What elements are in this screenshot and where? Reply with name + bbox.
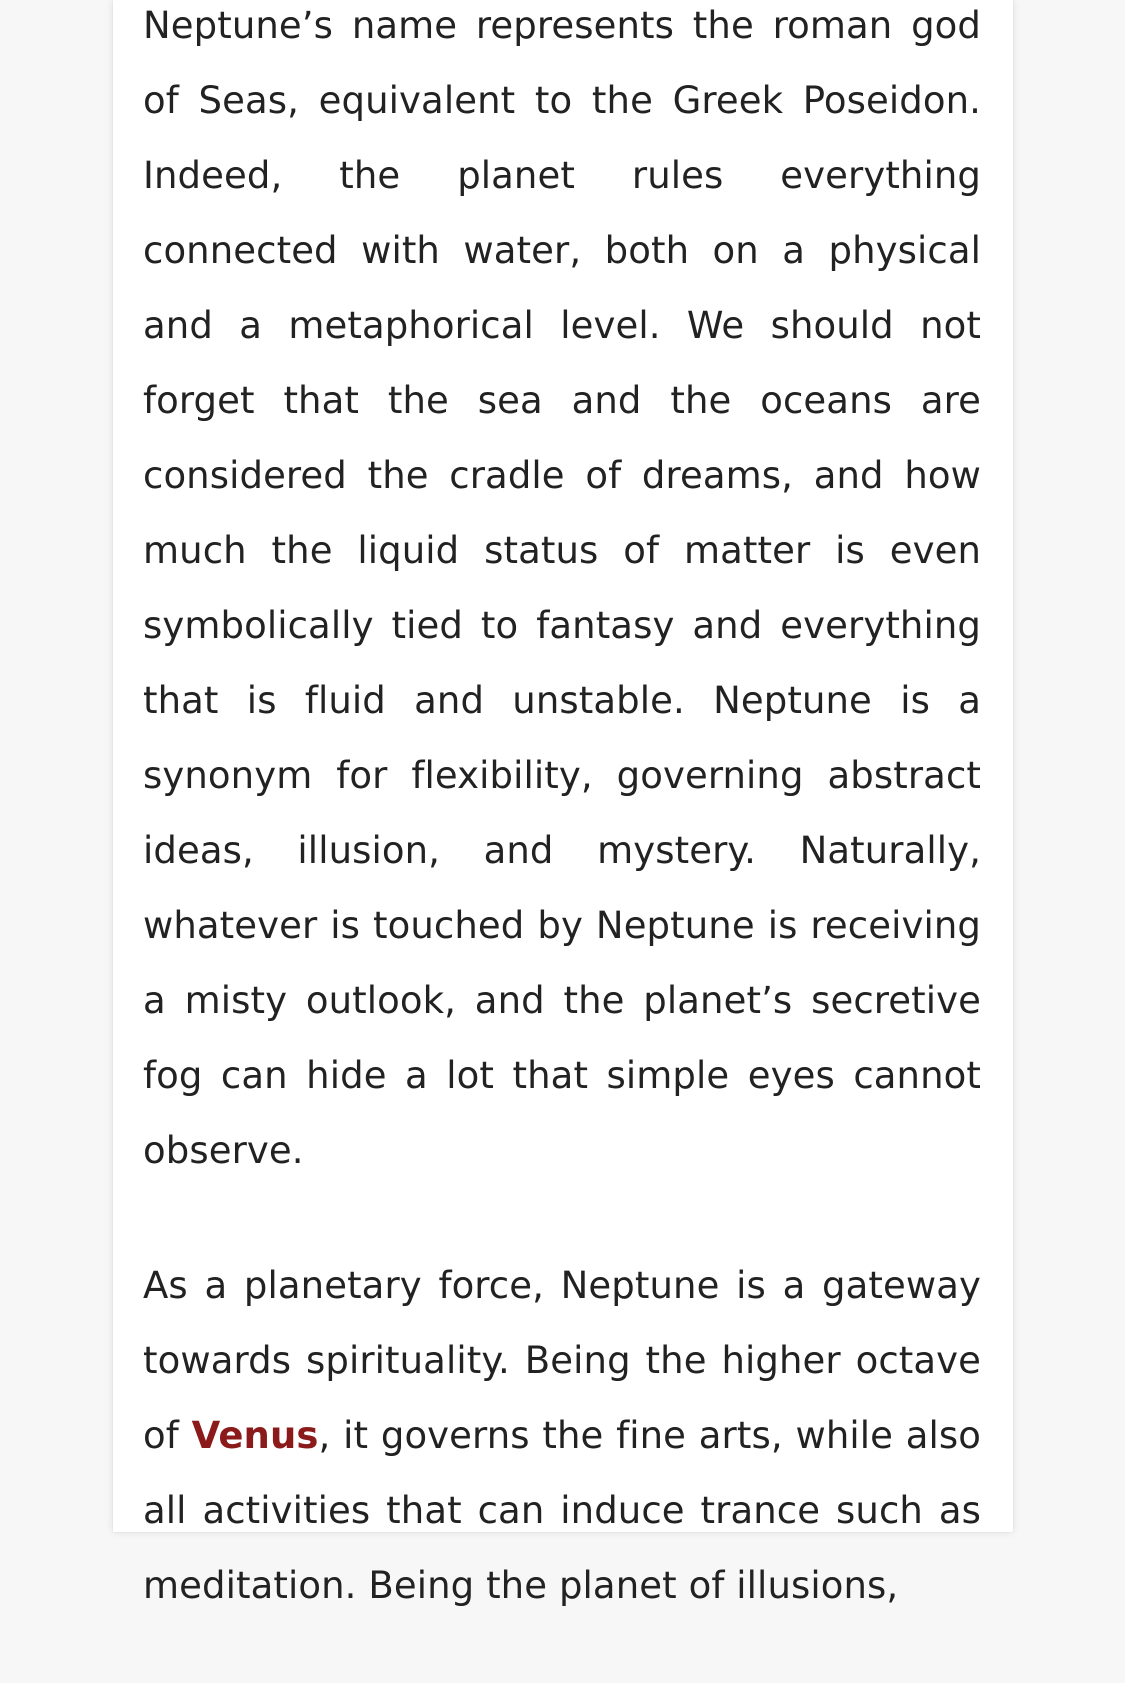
paragraph-text-after-link: , it governs the fine arts, while also all activities that can induce trance such as meditation. Being the planet of illusions, [143, 1414, 981, 1607]
article-body [143, 0, 981, 1683]
paragraph-neptune-name: Neptune’s name represents the roman god of Seas, equivalent to the Greek Poseidon. Indeed, the planet rules everything connected with water, both on a physical and a metaphorical level. We should not forget that the sea and the oceans are considered the cradle of dreams, and how much the liquid status of matter is even symbolically tied to fantasy and everything that is fluid and unstable. Neptune is a synonym for flexibility, governing abstract ideas, illusion, and mystery. Naturally, whatever is touched by Neptune is receiving a misty outlook, and the planet’s secretive fog can hide a lot that simple eyes cannot observe. [143, 4, 981, 1172]
paragraph-planetary-force [143, 1248, 981, 1623]
venus-link[interactable]: Venus [191, 1414, 319, 1457]
article-card [113, 0, 1013, 1607]
paragraph-text-before-link: As a planetary force, Neptune is a gateway towards spirituality. Being the higher octave of [143, 1264, 981, 1457]
